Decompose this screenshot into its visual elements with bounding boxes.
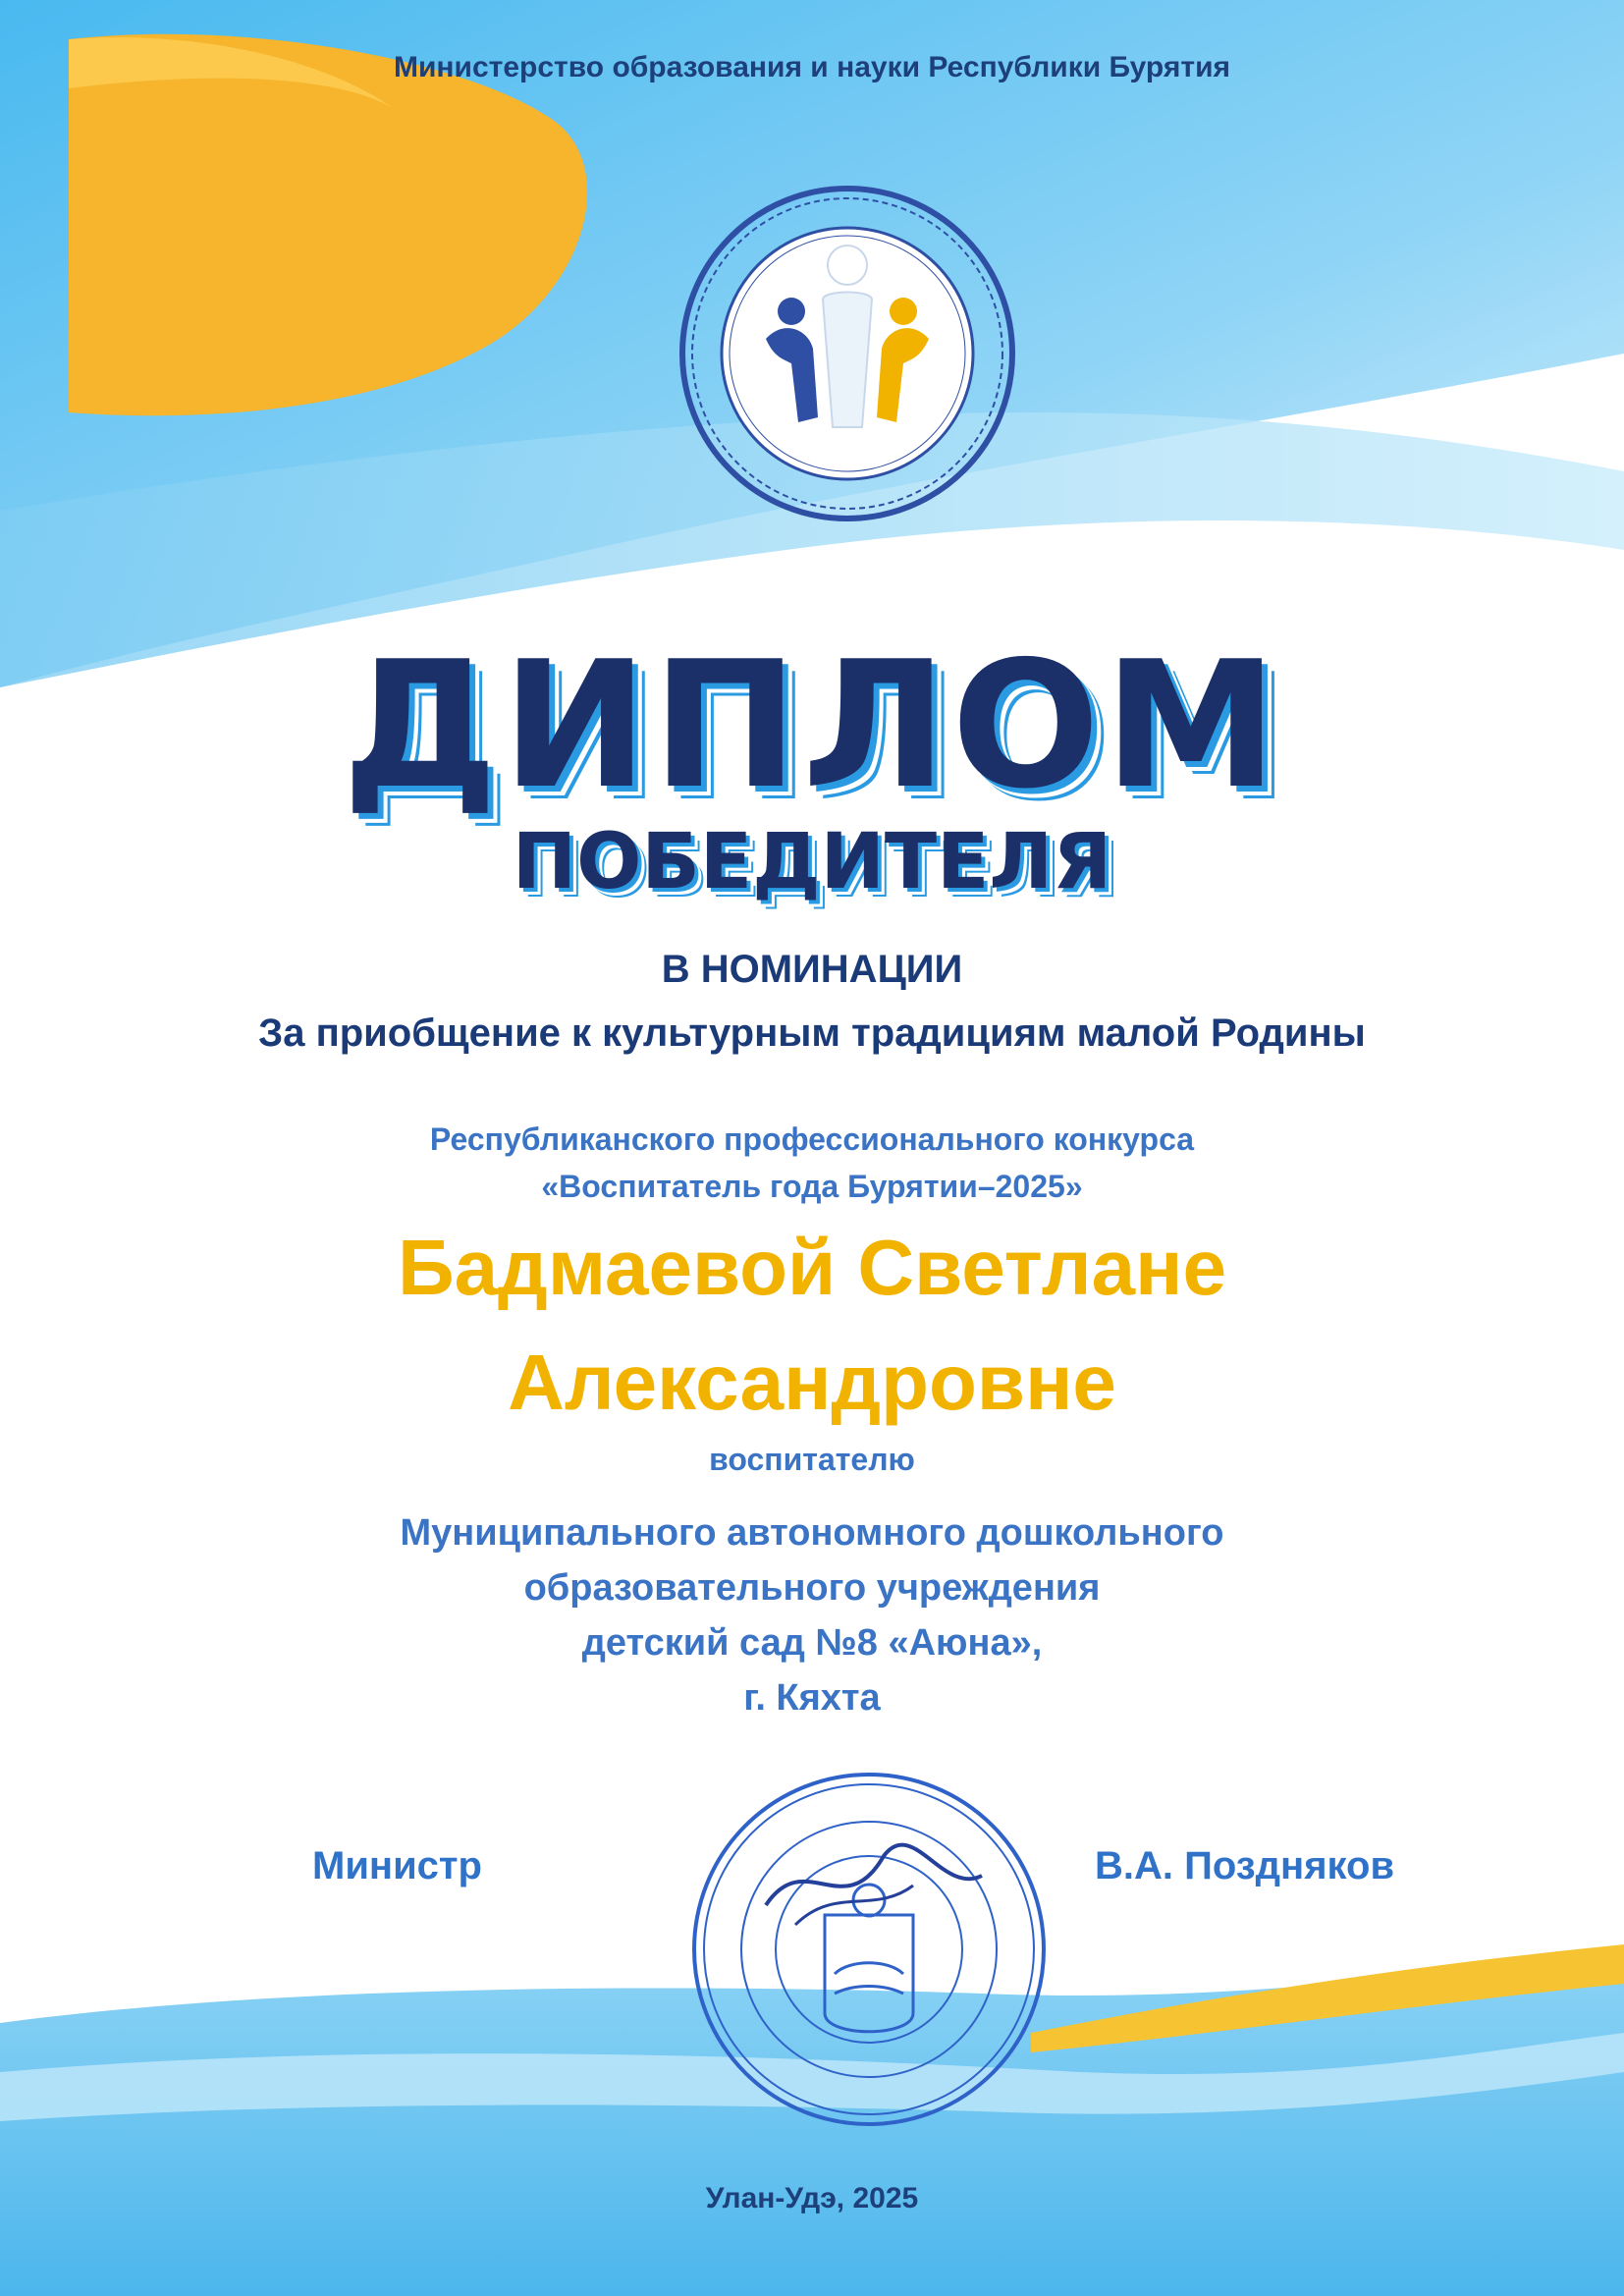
- organization-line-3: детский сад №8 «Аюна»,: [581, 1622, 1043, 1664]
- contest-emblem-icon: [676, 182, 1019, 525]
- diploma-subtitle: ПОБЕДИТЕЛЯ: [512, 818, 1112, 906]
- diploma-title: ДИПЛОМ: [342, 624, 1282, 827]
- signatory-title: Министр: [312, 1844, 482, 1887]
- recipient-name-line-2: Александровне: [508, 1339, 1116, 1426]
- signatory-name: В.А. Поздняков: [1095, 1844, 1395, 1887]
- ministry-header: Министерство образования и науки Республики Бурятия: [393, 51, 1231, 83]
- organization-line-2: образовательного учреждения: [523, 1567, 1101, 1609]
- nomination-name: За приобщение к культурным традициям малой Родины: [258, 1011, 1366, 1055]
- recipient-name-line-1: Бадмаевой Светлане: [398, 1224, 1226, 1311]
- official-seal-icon: [687, 1768, 1051, 2131]
- organization-line-1: Муниципального автономного дошкольного: [400, 1512, 1224, 1554]
- contest-line-2: «Воспитатель года Бурятии–2025»: [541, 1169, 1083, 1204]
- organization-line-4: г. Кяхта: [743, 1677, 881, 1719]
- place-and-date: Улан-Удэ, 2025: [705, 2182, 919, 2214]
- nomination-label: В НОМИНАЦИИ: [661, 948, 963, 991]
- recipient-position: воспитателю: [709, 1442, 915, 1477]
- contest-line-1: Республиканского профессионального конкурса: [429, 1121, 1195, 1157]
